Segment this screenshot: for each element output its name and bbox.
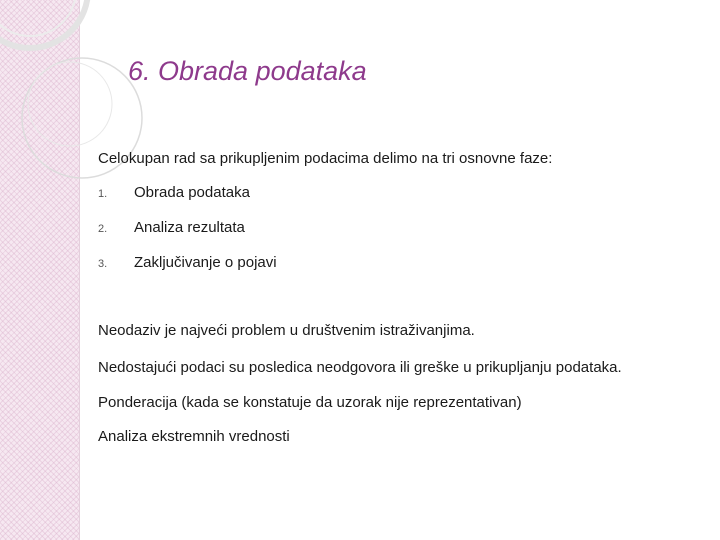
list-item-label: Obrada podataka xyxy=(134,184,250,201)
list-number: 3. xyxy=(98,258,108,270)
intro-text: Celokupan rad sa prikupljenim podacima delimo na tri osnovne faze: xyxy=(98,150,553,167)
paragraph-nonresponse: Neodaziv je najveći problem u društvenim istraživanjima. xyxy=(98,322,475,339)
list-number: 2. xyxy=(98,223,108,235)
paragraph-missing-data: Nedostajući podaci su posledica neodgovora ili greške u prikupljanju podataka. xyxy=(98,359,622,376)
list-number: 1. xyxy=(98,188,108,200)
paragraph-weighting: Ponderacija (kada se konstatuje da uzorak nije reprezentativan) xyxy=(98,394,522,411)
paragraph-extreme-values: Analiza ekstremnih vrednosti xyxy=(98,428,290,445)
slide-title: 6. Obrada podataka xyxy=(128,56,367,86)
decorative-side-panel xyxy=(0,0,80,540)
list-item-label: Analiza rezultata xyxy=(134,219,245,236)
list-item-label: Zaključivanje o pojavi xyxy=(134,254,277,271)
